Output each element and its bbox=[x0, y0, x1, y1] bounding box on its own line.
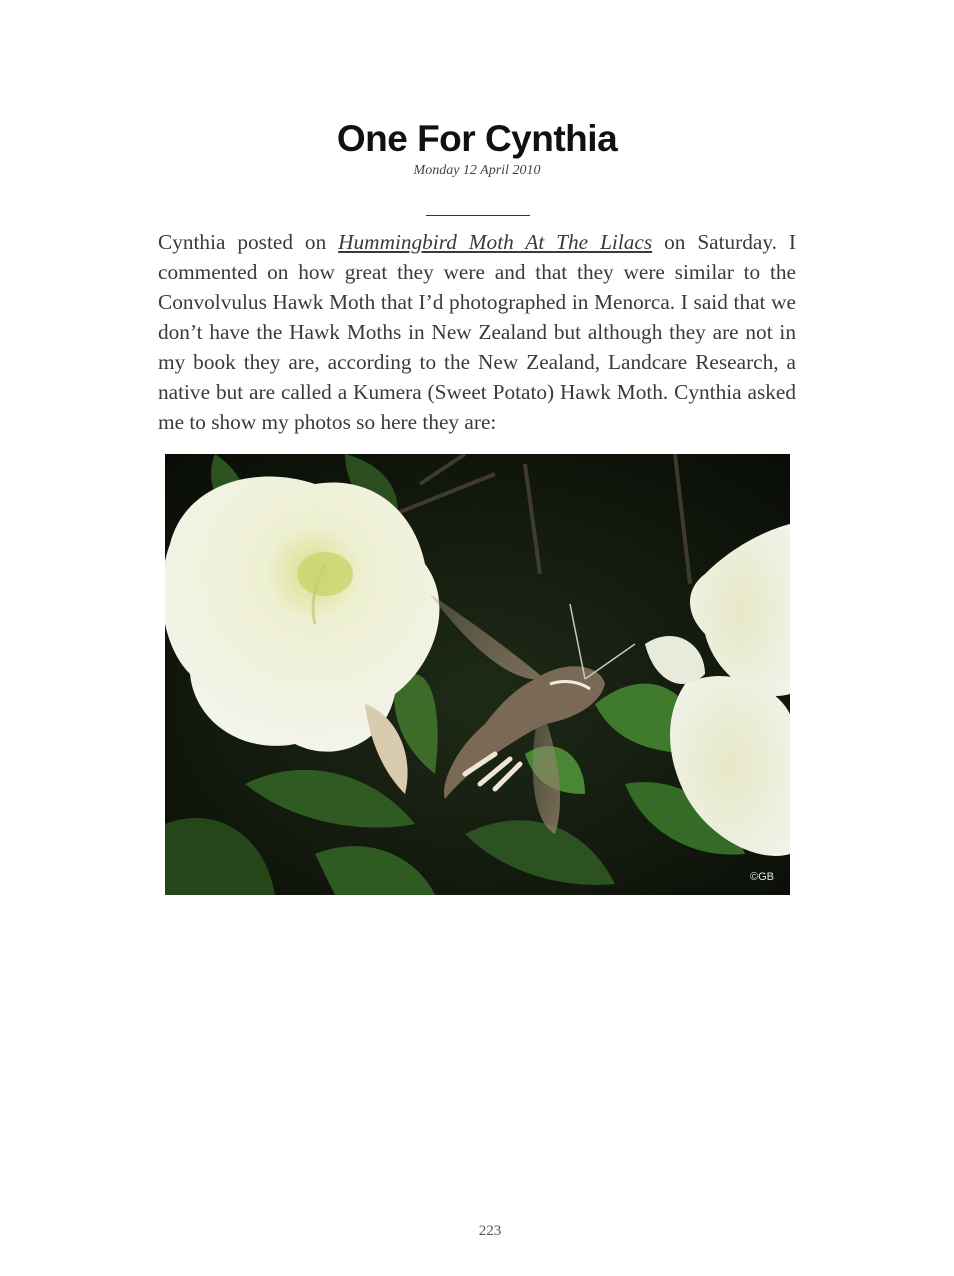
page-number: 223 bbox=[478, 1223, 502, 1239]
post-paragraph bbox=[158, 227, 796, 437]
photo-credit: ©GB bbox=[750, 871, 774, 883]
moth-photo-illustration bbox=[165, 454, 790, 895]
moth-photo bbox=[165, 454, 790, 895]
hummingbird-moth-link[interactable]: Hummingbird Moth At The Lilacs bbox=[338, 230, 653, 254]
paragraph-body-text: on Saturday. I commented on how great they were and that they were similar to the Convolvulus Hawk Moth that I’d photographed in Menorca. I said that we don’t have the Hawk Moths in New Zealand but although they are not in my book they are, according to the New Zealand, Landcare Research, a native but are called a Kumera (Sweet Potato) Hawk Moth. Cynthia asked me to show my photos so here they are: bbox=[158, 230, 796, 434]
title-separator-rule bbox=[426, 215, 530, 216]
post-date: Monday 12 April 2010 bbox=[413, 163, 541, 178]
page-title: One For Cynthia bbox=[336, 118, 618, 159]
paragraph-lead-text: Cynthia posted on bbox=[158, 230, 339, 254]
